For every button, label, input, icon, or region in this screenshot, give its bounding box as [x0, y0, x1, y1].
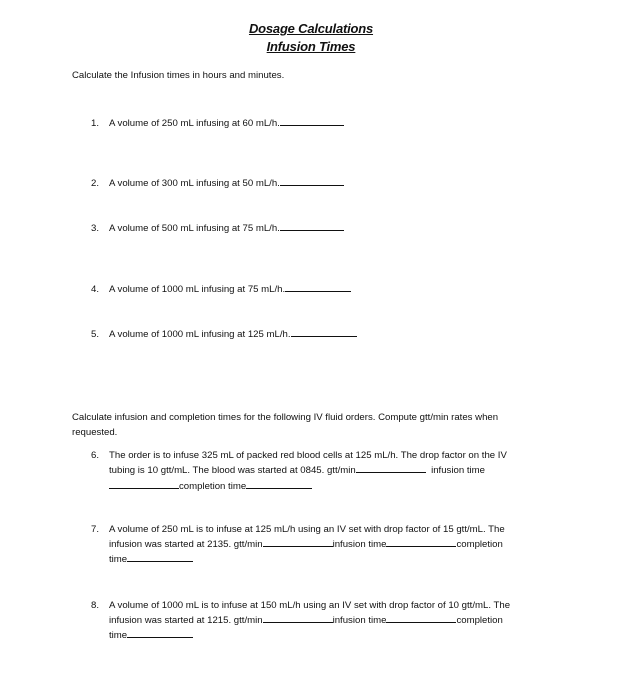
problem-text-line2: infusion was started at 1215. gtt/min infusion time completion	[109, 615, 503, 626]
problem-number: 2.	[91, 178, 100, 189]
problem-text-line3	[109, 479, 312, 494]
problem-text-line2: infusion was started at 2135. gtt/min infusion time completion	[109, 539, 503, 550]
section1-instructions: Calculate the Infusion times in hours and minutes.	[72, 70, 285, 81]
problem-text-line3	[109, 628, 193, 643]
infusion-time-label: infusion time	[431, 465, 485, 476]
worksheet-title: Dosage Calculations	[248, 21, 374, 36]
answer-blank[interactable]	[280, 221, 344, 231]
time-label: time	[109, 630, 128, 641]
section2-instructions: Calculate infusion and completion times for the following IV fluid orders. Compute gtt/min rates when	[72, 412, 499, 423]
problem-number: 6.	[91, 450, 100, 461]
infusion-time-blank[interactable]	[386, 537, 456, 547]
problem-text: A volume of 300 mL infusing at 50 mL/h.	[109, 176, 344, 191]
answer-blank[interactable]	[285, 282, 351, 292]
problem-text: A volume of 500 mL infusing at 75 mL/h.	[109, 221, 344, 236]
problem-number: 7.	[91, 524, 100, 535]
infusion-time-blank[interactable]	[109, 479, 179, 489]
problem-text-line1: The order is to infuse 325 mL of packed red blood cells at 125 mL/h. The drop factor on the IV	[109, 450, 507, 461]
problem-text-line1: A volume of 250 mL is to infuse at 125 mL/h using an IV set with drop factor of 15 gtt/mL. The	[109, 524, 505, 535]
completion-time-label: completion time	[179, 481, 247, 492]
answer-blank[interactable]	[291, 327, 357, 337]
problem-text: A volume of 1000 mL infusing at 75 mL/h.	[109, 282, 351, 297]
infusion-time-label: infusion time	[332, 615, 387, 626]
completion-label: completion	[456, 539, 503, 550]
problem-text-line2: tubing is 10 gtt/mL. The blood was started at 0845. gtt/min infusion time	[109, 465, 485, 476]
worksheet-subtitle: Infusion Times	[266, 39, 356, 54]
gtt-min-blank[interactable]	[263, 537, 333, 547]
section2-instructions-cont: requested.	[72, 427, 118, 438]
gtt-min-blank[interactable]	[356, 463, 426, 473]
answer-blank[interactable]	[280, 116, 344, 126]
completion-label: completion	[456, 615, 503, 626]
problem-number: 8.	[91, 600, 100, 611]
problem-text-line1: A volume of 1000 mL is to infuse at 150 mL/h using an IV set with drop factor of 10 gtt/mL. The	[109, 600, 511, 611]
completion-time-blank[interactable]	[127, 552, 193, 562]
problem-number: 3.	[91, 223, 100, 234]
problem-number: 1.	[91, 118, 100, 129]
gtt-min-blank[interactable]	[263, 613, 333, 623]
problem-number: 4.	[91, 284, 100, 295]
problem-text: A volume of 250 mL infusing at 60 mL/h.	[109, 116, 344, 131]
completion-time-blank[interactable]	[127, 628, 193, 638]
infusion-time-label: infusion time	[332, 539, 387, 550]
infusion-time-blank[interactable]	[386, 613, 456, 623]
problem-text-line3	[109, 552, 193, 567]
problem-text: A volume of 1000 mL infusing at 125 mL/h.	[109, 327, 357, 342]
answer-blank[interactable]	[280, 176, 344, 186]
completion-time-blank[interactable]	[246, 479, 312, 489]
time-label: time	[109, 554, 128, 565]
problem-number: 5.	[91, 329, 100, 340]
